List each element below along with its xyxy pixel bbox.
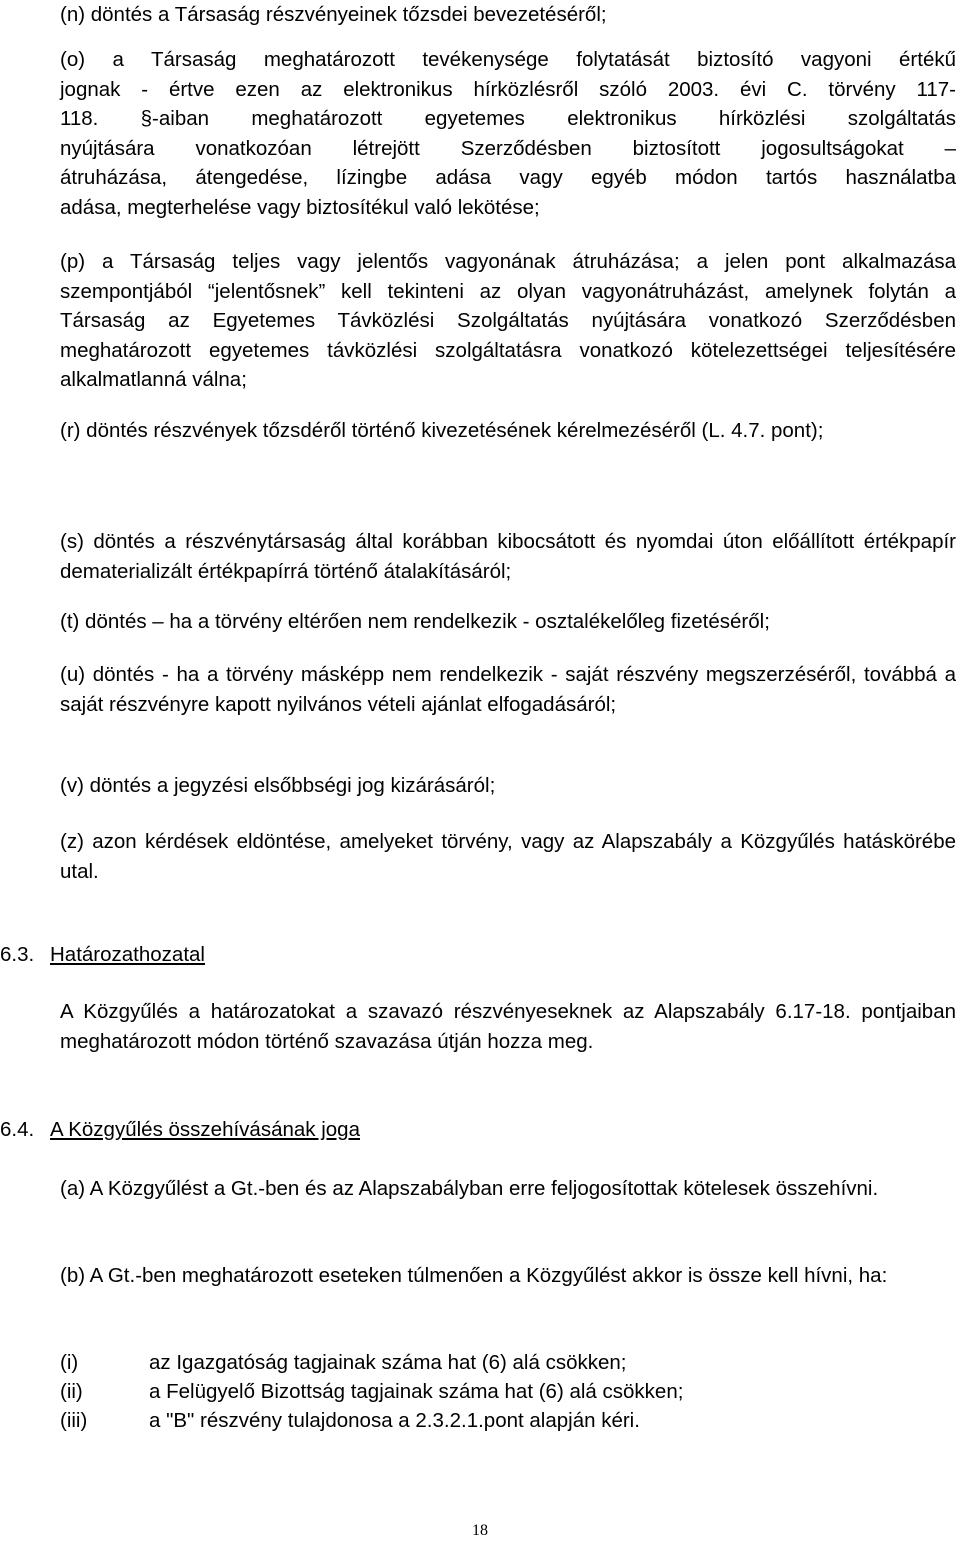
paragraph-6-4-b: (b) A Gt.-ben meghatározott eseteken túlmenően a Közgyűlést akkor is össze kell hívni, ha: <box>60 1264 888 1287</box>
list-item <box>60 1348 940 1378</box>
list-item <box>60 1377 940 1407</box>
paragraph-o-line: 118. §-aiban meghatározott egyetemes elektronikus hírközlési szolgáltatás <box>60 107 956 130</box>
paragraph-s: (s) döntés a részvénytársaság által korábban kibocsátott és nyomdai úton előállított értékpapír dematerializált értékpapírrá történő átalakításáról; <box>60 530 956 583</box>
list-item <box>60 1406 940 1436</box>
paragraph-n: (n) döntés a Társaság részvényeinek tőzsdei bevezetéséről; <box>60 3 607 26</box>
section-number: 6.4. <box>0 1118 35 1141</box>
list-text: a Felügyelő Bizottság tagjainak száma hat (6) alá csökken; <box>149 1380 684 1403</box>
list-marker: (i) <box>60 1351 79 1374</box>
section-6-3-body: A Közgyűlés a határozatokat a szavazó részvényeseknek az Alapszabály 6.17-18. pontjaiban meghatározott módon történő szavazása útján hozza meg. <box>60 1000 956 1053</box>
paragraph-o-line: jognak - értve ezen az elektronikus hírközlésről szóló 2003. évi C. törvény 117- <box>60 77 956 101</box>
paragraph-o <box>60 45 956 222</box>
list-text: az Igazgatóság tagjainak száma hat (6) alá csökken; <box>149 1351 627 1374</box>
list-marker: (ii) <box>60 1380 83 1403</box>
paragraph-o-line: (o) a Társaság meghatározott tevékenysége folytatását biztosító vagyoni értékű <box>60 48 956 71</box>
paragraph-o-line: nyújtására vonatkozóan létrejött Szerződésben biztosított jogosultságokat – <box>60 136 956 160</box>
paragraph-t: (t) döntés – ha a törvény eltérően nem rendelkezik - osztalékelőleg fizetéséről; <box>60 610 770 633</box>
section-6-3-heading <box>0 940 205 970</box>
section-title: Határozathozatal <box>50 943 205 966</box>
paragraph-6-4-a: (a) A Közgyűlést a Gt.-ben és az Alapszabályban erre feljogosítottak kötelesek összehívni. <box>60 1177 879 1200</box>
paragraph-p: (p) a Társaság teljes vagy jelentős vagyonának átruházása; a jelen pont alkalmazása szempontjából “jelentősnek” kell tekinteni az olyan vagyonátruházást, amelynek folytán a Társaság az Egyetemes Távközlési Szolgáltatás nyújtására vonatkozó Szerződésben meghatározott egyetemes távközlési szolgáltatásra vonatkozó kötelezettségei teljesítésére alkalmatlanná válna; <box>60 250 956 391</box>
page-number: 18 <box>472 1522 488 1539</box>
paragraph-o-line: adása, megterhelése vagy biztosítékul való lekötése; <box>60 195 540 219</box>
paragraph-z: (z) azon kérdések eldöntése, amelyeket törvény, vagy az Alapszabály a Közgyűlés hatáskörébe utal. <box>60 830 956 883</box>
paragraph-v: (v) döntés a jegyzési elsőbbségi jog kizárásáról; <box>60 774 496 797</box>
list-marker: (iii) <box>60 1409 88 1432</box>
section-title: A Közgyűlés összehívásának joga <box>50 1118 360 1141</box>
list-text: a "B" részvény tulajdonosa a 2.3.2.1.pont alapján kéri. <box>149 1409 640 1432</box>
section-number: 6.3. <box>0 943 35 966</box>
paragraph-r: (r) döntés részvények tőzsdéről történő kivezetésének kérelmezéséről (L. 4.7. pont); <box>60 419 824 442</box>
paragraph-u: (u) döntés - ha a törvény másképp nem rendelkezik - saját részvény megszerzéséről, továbbá a saját részvényre kapott nyilvános vételi ajánlat elfogadásáról; <box>60 663 956 716</box>
section-6-4-heading <box>0 1115 360 1145</box>
paragraph-o-line: átruházása, átengedése, lízingbe adása vagy egyéb módon tartós használatba <box>60 166 956 189</box>
